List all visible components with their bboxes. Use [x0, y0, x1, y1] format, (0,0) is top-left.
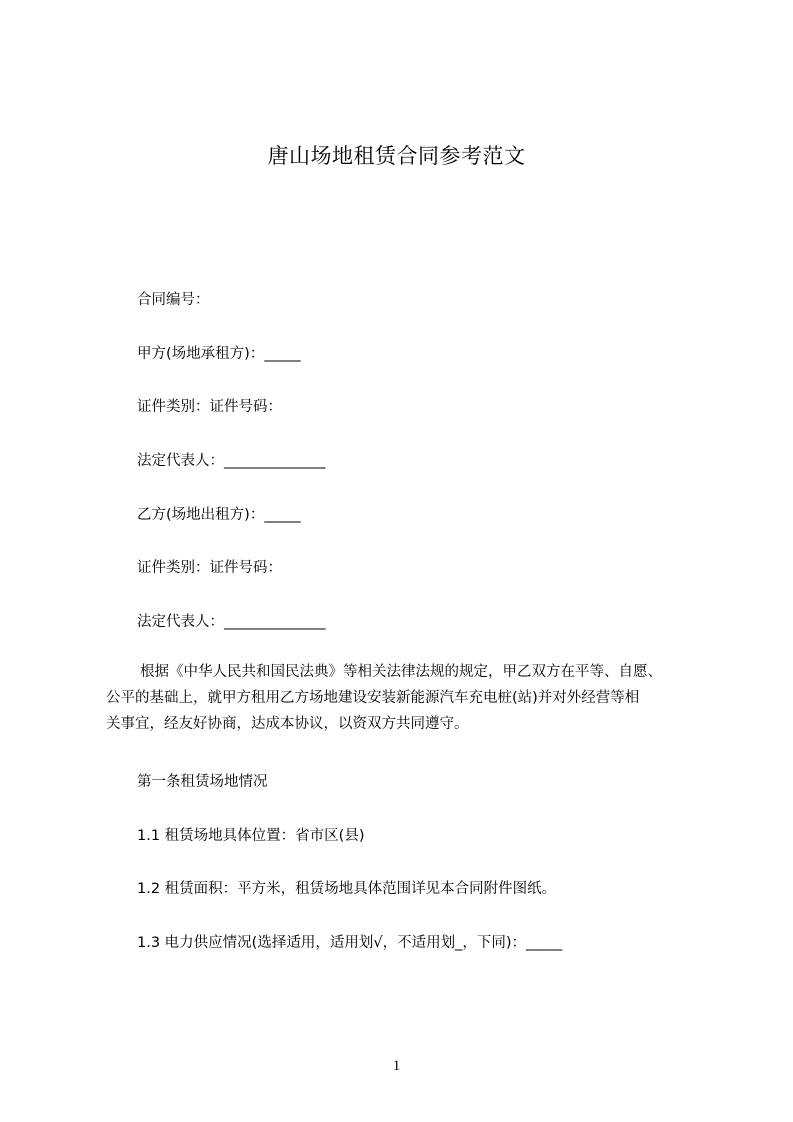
preamble-line-2: 公平的基础上，就甲方租用乙方场地建设安装新能源汽车充电桩(站)并对外经营等相	[106, 690, 640, 706]
article-1-heading: 第一条租赁场地情况	[137, 774, 268, 790]
contract-number-field: 合同编号：	[137, 292, 210, 308]
article-1-item-3: 1.3 电力供应情况(选择适用，适用划√，不适用划_，下同)：_____	[137, 935, 563, 951]
party-a-field: 甲方(场地承租方)：_____	[137, 346, 301, 362]
preamble-line-3: 关事宜，经友好协商，达成本协议，以资双方共同遵守。	[106, 716, 469, 732]
party-b-representative-field: 法定代表人：______________	[137, 614, 326, 630]
party-b-field: 乙方(场地出租方)：_____	[137, 507, 301, 523]
preamble-paragraph	[106, 659, 726, 737]
article-1-item-2: 1.2 租赁面积：平方米，租赁场地具体范围详见本合同附件图纸。	[137, 881, 557, 897]
page-number: 1	[392, 1058, 401, 1074]
party-a-representative-field: 法定代表人：______________	[137, 453, 326, 469]
party-a-id-field: 证件类别：证件号码：	[137, 399, 282, 415]
preamble-line-1: 根据《中华人民共和国民法典》等相关法律法规的规定，甲乙双方在平等、自愿、	[140, 664, 662, 680]
document-title: 唐山场地租赁合同参考范文	[267, 144, 526, 168]
party-b-id-field: 证件类别：证件号码：	[137, 560, 282, 576]
article-1-item-1: 1.1 租赁场地具体位置：省市区(县)	[137, 828, 365, 844]
